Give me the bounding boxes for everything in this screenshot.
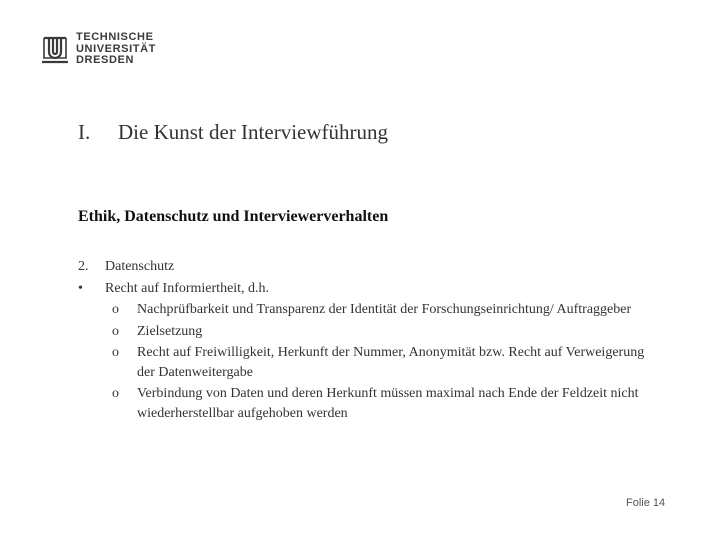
university-logo xyxy=(40,32,170,70)
logo-wordmark xyxy=(76,32,156,67)
sub-bullet-marker: o xyxy=(112,302,119,317)
list-item-text: Datenschutz xyxy=(105,259,175,274)
slide-content xyxy=(78,256,658,424)
sub-list-item-text: Zielsetzung xyxy=(137,323,203,339)
slide-number: Folie 14 xyxy=(626,497,666,509)
sub-list-item-text: Recht auf Freiwilligkeit, Herkunft der Nummer, Anonymität bzw. Recht auf Verweigerung der Datenweitergabe xyxy=(137,345,645,380)
tu-dresden-logo-icon xyxy=(40,34,70,66)
bullet-item xyxy=(78,278,658,300)
list-item-datenschutz xyxy=(78,256,658,278)
bullet-text: Recht auf Informiertheit, d.h. xyxy=(105,280,270,296)
sub-list-item-text: Nachprüfbarkeit und Transparenz der Identität der Forschungseinrichtung/ Auftraggeber xyxy=(137,302,632,317)
logo-line-3: DRESDEN xyxy=(76,54,134,66)
section-heading: Ethik, Datenschutz und Interviewerverhalten xyxy=(78,208,389,225)
sub-bullet-marker: o xyxy=(112,345,119,360)
sub-bullet-marker: o xyxy=(112,386,119,401)
chapter-title: Die Kunst der Interviewführung xyxy=(118,120,389,144)
sub-list-item xyxy=(78,299,658,321)
logo-line-2: UNIVERSITÄT xyxy=(76,42,156,55)
chapter-number: I. xyxy=(78,120,91,144)
list-number: 2. xyxy=(78,259,89,274)
slide-title xyxy=(78,120,388,145)
sub-list-item xyxy=(78,321,658,343)
sub-list-item xyxy=(78,342,658,383)
sub-list-item xyxy=(78,383,658,424)
bullet-marker: • xyxy=(78,280,83,296)
logo-line-1: TECHNISCHE xyxy=(76,31,154,43)
sub-list-item-text: Verbindung von Daten und deren Herkunft müssen maximal nach Ende der Feldzeit nicht wiederherstellbar aufgehoben werden xyxy=(137,386,639,421)
sub-bullet-marker: o xyxy=(112,323,119,339)
